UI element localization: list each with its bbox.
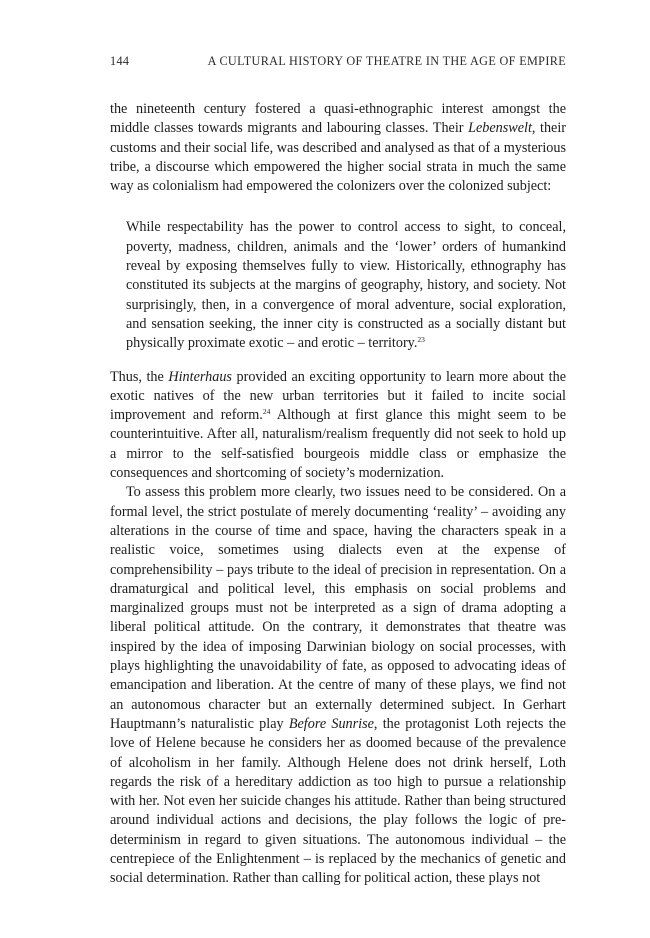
paragraph-2-text-c: Although at first glance this might seem to be counterintuitive. After all, naturalism/realism frequently did not seek to hold up a mirror to the self-satisfied bourgeois middle class or emphasize the consequences and shortcoming of society’s modernization. — [110, 407, 566, 482]
main-text — [110, 100, 566, 889]
page-number: 144 — [110, 54, 130, 68]
paragraph-1-text-a: the nineteenth century fostered a quasi-ethnographic interest amongst the middle classes towards migrants and labouring classes. Their — [110, 101, 566, 137]
paragraph-1-text-b: , their customs and their social life, was described and analysed as that of a mysterious tribe, a discourse which empowered the higher social strata in much the same way as colonialism had empowered the colonizers over the colonized subject: — [110, 120, 567, 195]
paragraph-2-text-a: Thus, the — [110, 368, 169, 385]
term-lebenswelt: Lebenswelt — [468, 120, 532, 137]
paragraph-2 — [110, 368, 566, 484]
paragraph-3-text-b: , the protagonist Loth rejects the love of Helene because he considers her as doomed because of the prevalence of alcoholism in her family. Although Helene does not drink herself, Loth regards the risk of a hereditary addiction as too high to pursue a relationship with her. Not even her suicide changes his attitude. Rather than being structured around individual actions and decisions, the play follows the logic of pre-determinism in regard to given situations. The autonomous individual – the centrepiece of the Enlightenment – is replaced by the mechanics of genetic and social determination. Rather than calling for political action, these plays not — [110, 715, 566, 887]
paragraph-1 — [110, 100, 566, 196]
term-hinterhaus: Hinterhaus — [168, 368, 232, 385]
paragraph-2-text-b: provided an exciting opportunity to learn more about the exotic natives of the new urban territories but it failed to incite social improvement and reform. — [110, 368, 566, 424]
footnote-ref-23: 23 — [417, 335, 425, 345]
paragraph-3 — [110, 483, 566, 888]
running-header — [110, 54, 566, 69]
footnote-ref-24: 24 — [262, 407, 271, 417]
block-quote — [126, 218, 566, 353]
block-quote-text: While respectability has the power to control access to sight, to conceal, poverty, madness, children, animals and the ‘lower’ orders of humankind reveal by exposing themselves fully to view. Historically, ethnography has constituted its subjects at the margins of geography, history, and society. Not surprisingly, then, in a convergence of moral adventure, social exploration, and sensation seeking, the inner city is constructed as a socially distant but physically proximate exotic – and erotic – territory. — [126, 219, 566, 352]
play-title: Before Sunrise — [288, 715, 374, 732]
running-title: A CULTURAL HISTORY OF THEATRE IN THE AGE OF EMPIRE — [207, 54, 566, 68]
paragraph-3-text-a: To assess this problem more clearly, two issues need to be considered. On a formal level, the strict postulate of merely documenting ‘reality’ – avoiding any alterations in the course of time and space, having the characters speak in a realistic voice, sometimes using dialects even at the expense of comprehensibility – pays tribute to the ideal of precision in representation. On a dramaturgical and political level, this emphasis on social problems and marginalized groups must not be interpreted as a sign of drama adopting a liberal political attitude. On the contrary, it demonstrates that theatre was inspired by the idea of imposing Darwinian biology on social processes, with plays highlighting the unavoidability of fate, as opposed to advocating ideas of emancipation and liberation. At the centre of many of these plays, we find not an autonomous character but an externally determined subject. In Gerhart Hauptmann’s naturalistic play — [110, 484, 566, 732]
